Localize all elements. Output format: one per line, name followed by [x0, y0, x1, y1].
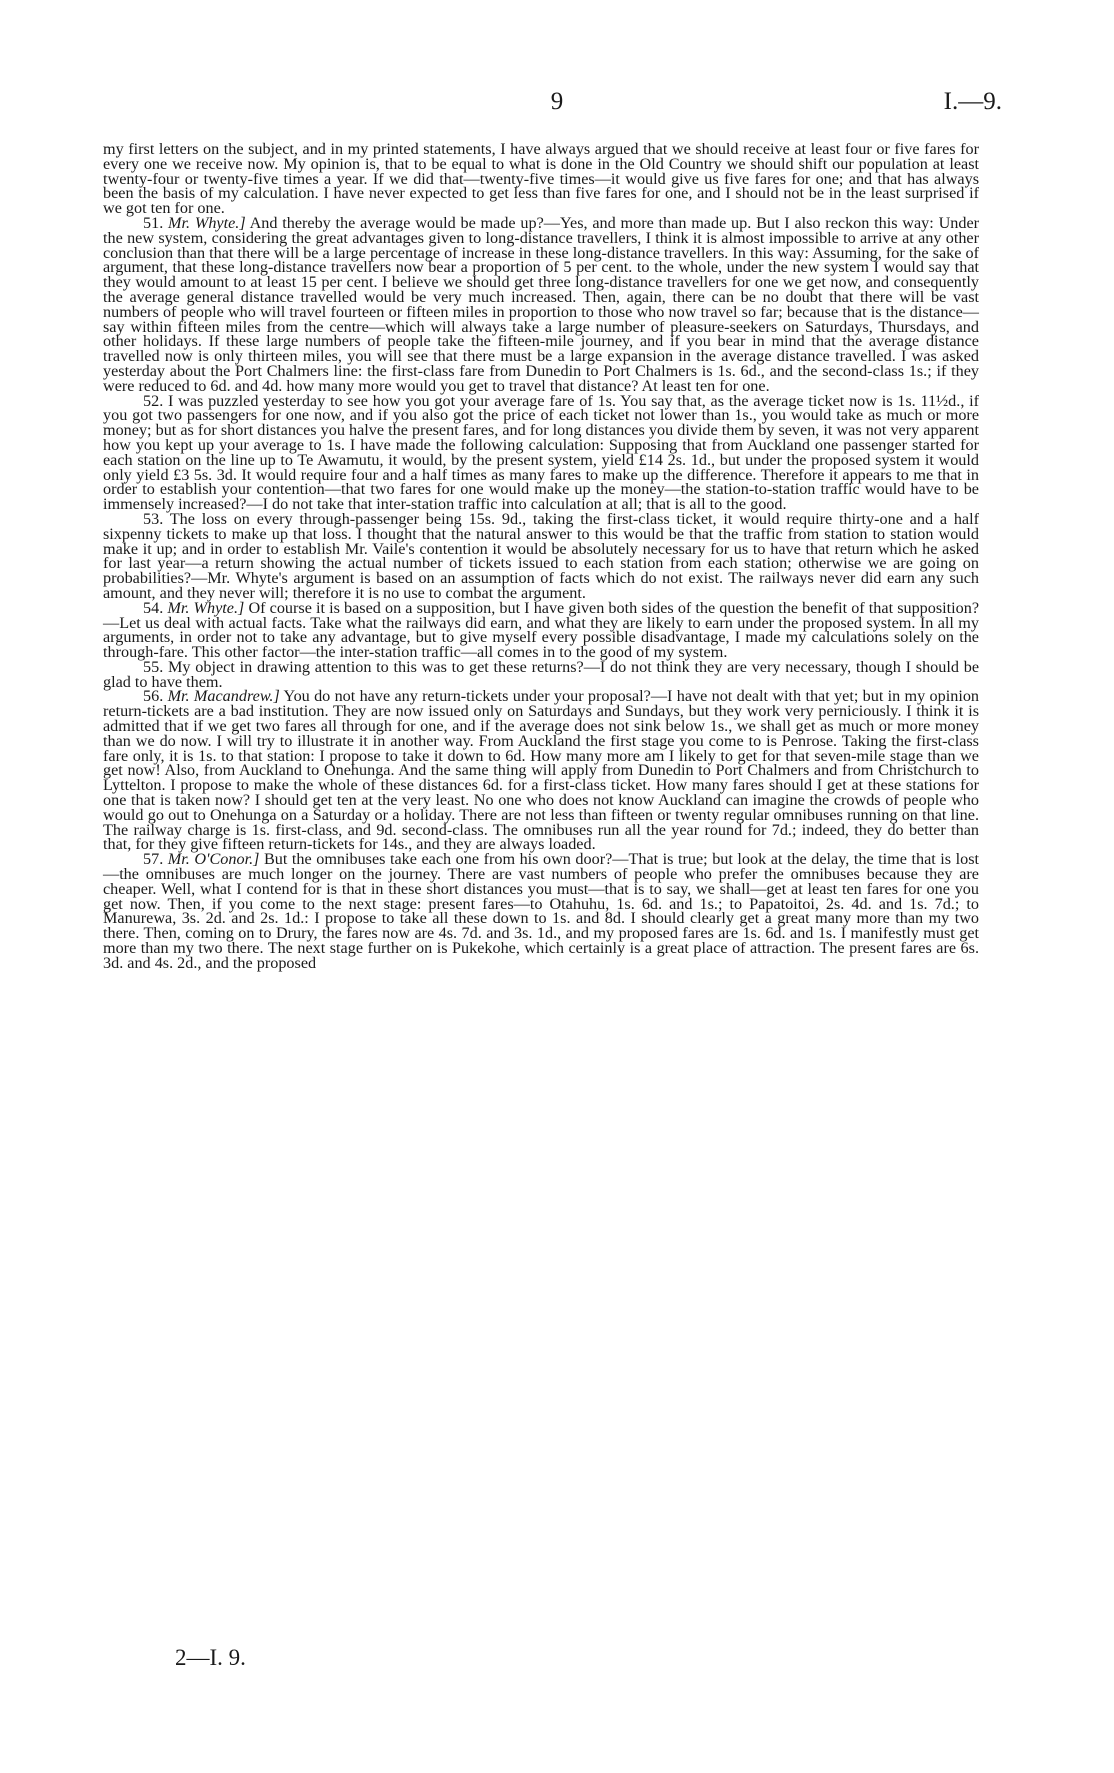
question-number: 52. — [143, 391, 164, 410]
question-number: 51. — [143, 213, 164, 232]
paragraph-57 — [103, 852, 979, 970]
paragraph-51 — [103, 213, 980, 395]
question-number: 55. — [143, 657, 164, 676]
question-number: 54. — [143, 598, 164, 617]
paragraph-55 — [103, 657, 980, 691]
printer-signature: 2—I. 9. — [175, 1645, 246, 1670]
paragraph-text: The loss on every through-passenger being 15s. 9d., taking the first-class ticket, it would require thirty-one and a half sixpenny tickets to make up that loss. I thought that the natural answer to this would be that the traffic from station to station would make it up; and in order to establish Mr. Vaile's contention it would be absolutely necessary for us to have that return which he asked for last year—a return showing the actual number of tickets issued to each station from each station; otherwise we are going on probabilities?—Mr. Whyte's argument is based on an assumption of facts which do not exist. The railways never did earn any such amount, and they never will; therefore it is no use to combat the argument. — [103, 509, 979, 602]
paragraph-52 — [103, 391, 980, 514]
paragraph-54 — [103, 598, 980, 662]
speaker-name: Mr. O'Conor.] — [167, 850, 260, 869]
body-text — [103, 142, 979, 971]
speaker-name: Mr. Macandrew.] — [167, 687, 280, 706]
paragraph-text: But the omnibuses take each one from his own door?—That is true; but look at the delay, the time that is lost—the omnibuses are much longer on the journey. There are vast numbers of people who prefer the omnibuses because they are cheaper. Well, what I contend for is that in these short distances you must—that is to say, we shall—get at least ten fares for one you get now. Then, if you come to the next stage: present fares—to Otahuhu, 1s. 6d. and 1s.; to Papatoitoi, 2s. 4d. and 1s. 7d.; to Manurewa, 3s. 2d. and 2s. 1d.: I propose to take all these down to 1s. and 8d. I should clearly get a great many more than my two there. Then, coming on to Drury, the fares now are 4s. 7d. and 3s. 1d., and my proposed fares are 1s. 6d. and 1s. I manifestly must get more than my two there. The next stage further on is Pukekohe, which certainly is a great place of attraction. The present fares are 6s. 3d. and 4s. 2d., and the proposed — [103, 850, 980, 972]
speaker-name: Mr. Whyte.] — [168, 213, 246, 232]
paragraph-continuation — [103, 142, 979, 216]
paragraph-text: And thereby the average would be made up?—Yes, and more than made up. But I also reckon this way: Under the new system, considering the great advantages given to long-distance travellers, I think it is almost impossible to arrive at any other conclusion than that there will be a large percentage of increase in these long-distance travellers. In this way: Assuming, for the sake of argument, that these long-distance travellers now bear a proportion of 5 per cent. to the whole, under the new system I would say that they would amount to at least 15 per cent. I believe we should get three long-distance travellers for one we get now, and consequently the average general distance travelled would be very much increased. Then, again, there can be no doubt that there will be vast numbers of people who will travel fourteen or fifteen miles in proportion to those who now travel so far; because that is the distance—say within fifteen miles from the centre—which will always take a large number of pleasure-seekers on Saturdays, Thursdays, and other holidays. If these large numbers of people take the fifteen-mile journey, and if you bear in mind that the average distance travelled now is only thirteen miles, you will see that there must be a large expansion in the average distance travelled. I was asked yesterday about the Port Chalmers line: the first-class fare from Dunedin to Port Chalmers is 1s. 6d., and the second-class 1s.; if they were reduced to 6d. and 4d. how many more would you get to travel that distance? At least ten for one. — [103, 213, 980, 395]
paragraph-text: You do not have any return-tickets under your proposal?—I have not dealt with that yet; but in my opinion return-tickets are a bad institution. They are now issued only on Saturdays and Sundays, but they work very perniciously. I think it is admitted that if we get two fares all through for one, and if the average does not sink below 1s., we shall get as much or more money than we do now. I will try to illustrate it in another way. From Auckland the first stage you come to is Penrose. Taking the first-class fare only, it is 1s. to that station: I propose to take it down to 6d. How many more am I likely to get for that seven-mile stage than we get now! Also, from Auckland to Onehunga. And the same thing will apply from Dunedin to Port Chalmers and from Christchurch to Lyttelton. I propose to make the whole of these distances 6d. for a first-class ticket. How many fares should I get at these stations for one that is taken now? I should get ten at the very least. No one who does not know Auckland can imagine the crowds of people who would go out to Onehunga on a Saturday or a holiday. There are not less than fifteen or twenty regular omnibuses running on that line. The railway charge is 1s. first-class, and 9d. second-class. The omnibuses run all the year round for 7d.; indeed, they do better than that, for they give fifteen return-tickets for 14s., and they are always loaded. — [103, 687, 980, 854]
speaker-name: Mr. Whyte.] — [167, 598, 245, 617]
question-number: 57. — [143, 850, 164, 869]
paragraph-text: Of course it is based on a supposition, but I have given both sides of the question the benefit of that supposition?—Let us deal with actual facts. Take what the railways did earn, and what they are likely to earn under the proposed system. In all my arguments, in order not to take any advantage, but to give myself every possible disadvantage, I made my calculations solely on the through-fare. This other factor—the inter-station traffic—all comes in to the good of my system. — [103, 598, 980, 662]
page-number: 9 — [550, 88, 564, 115]
paragraph-text: My object in drawing attention to this was to get these returns?—I do not think they are very necessary, though I should be glad to have them. — [103, 657, 980, 691]
question-number: 56. — [143, 687, 164, 706]
page-header — [0, 88, 1114, 128]
question-number: 53. — [143, 509, 164, 528]
paragraph-53 — [103, 509, 979, 602]
paragraph-text: my first letters on the subject, and in my printed statements, I have always argued that we should receive at least four or five fares for every one we receive now. My opinion is, that to be equal to what is done in the Old Country we should shift our population at least twenty-four or twenty-five times a year. If we did that—twenty-five times—it would give us five fares for one; and that has always been the basis of my calculation. I have never expected to get less than five fares for one, and I should not be in the least surprised if we got ten for one. — [103, 140, 979, 218]
paragraph-text: I was puzzled yesterday to see how you got your average fare of 1s. You say that, as the average ticket now is 1s. 11½d., if you got two passengers for one now, and if you also got the price of each ticket not lower than 1s., you would take as much or more money; but as for short distances you halve the present fares, and for long distances you divide them by seven, it was not very apparent how you kept up your average to 1s. I have made the following calculation: Supposing that from Auckland one passenger started for each station on the line up to Te Awamutu, it would, by the present system, yield £14 2s. 1d., but under the proposed system it would only yield £3 5s. 3d. It would require four and a half times as many fares to make up the difference. Therefore it appears to me that in order to establish your contention—that two fares for one would make up the money—the station-to-station traffic would have to be immensely increased?—I do not take that inter-station traffic into calculation at all; that is all to the good. — [103, 391, 980, 514]
paragraph-56 — [103, 689, 979, 852]
paper-reference: I.—9. — [943, 88, 1002, 115]
